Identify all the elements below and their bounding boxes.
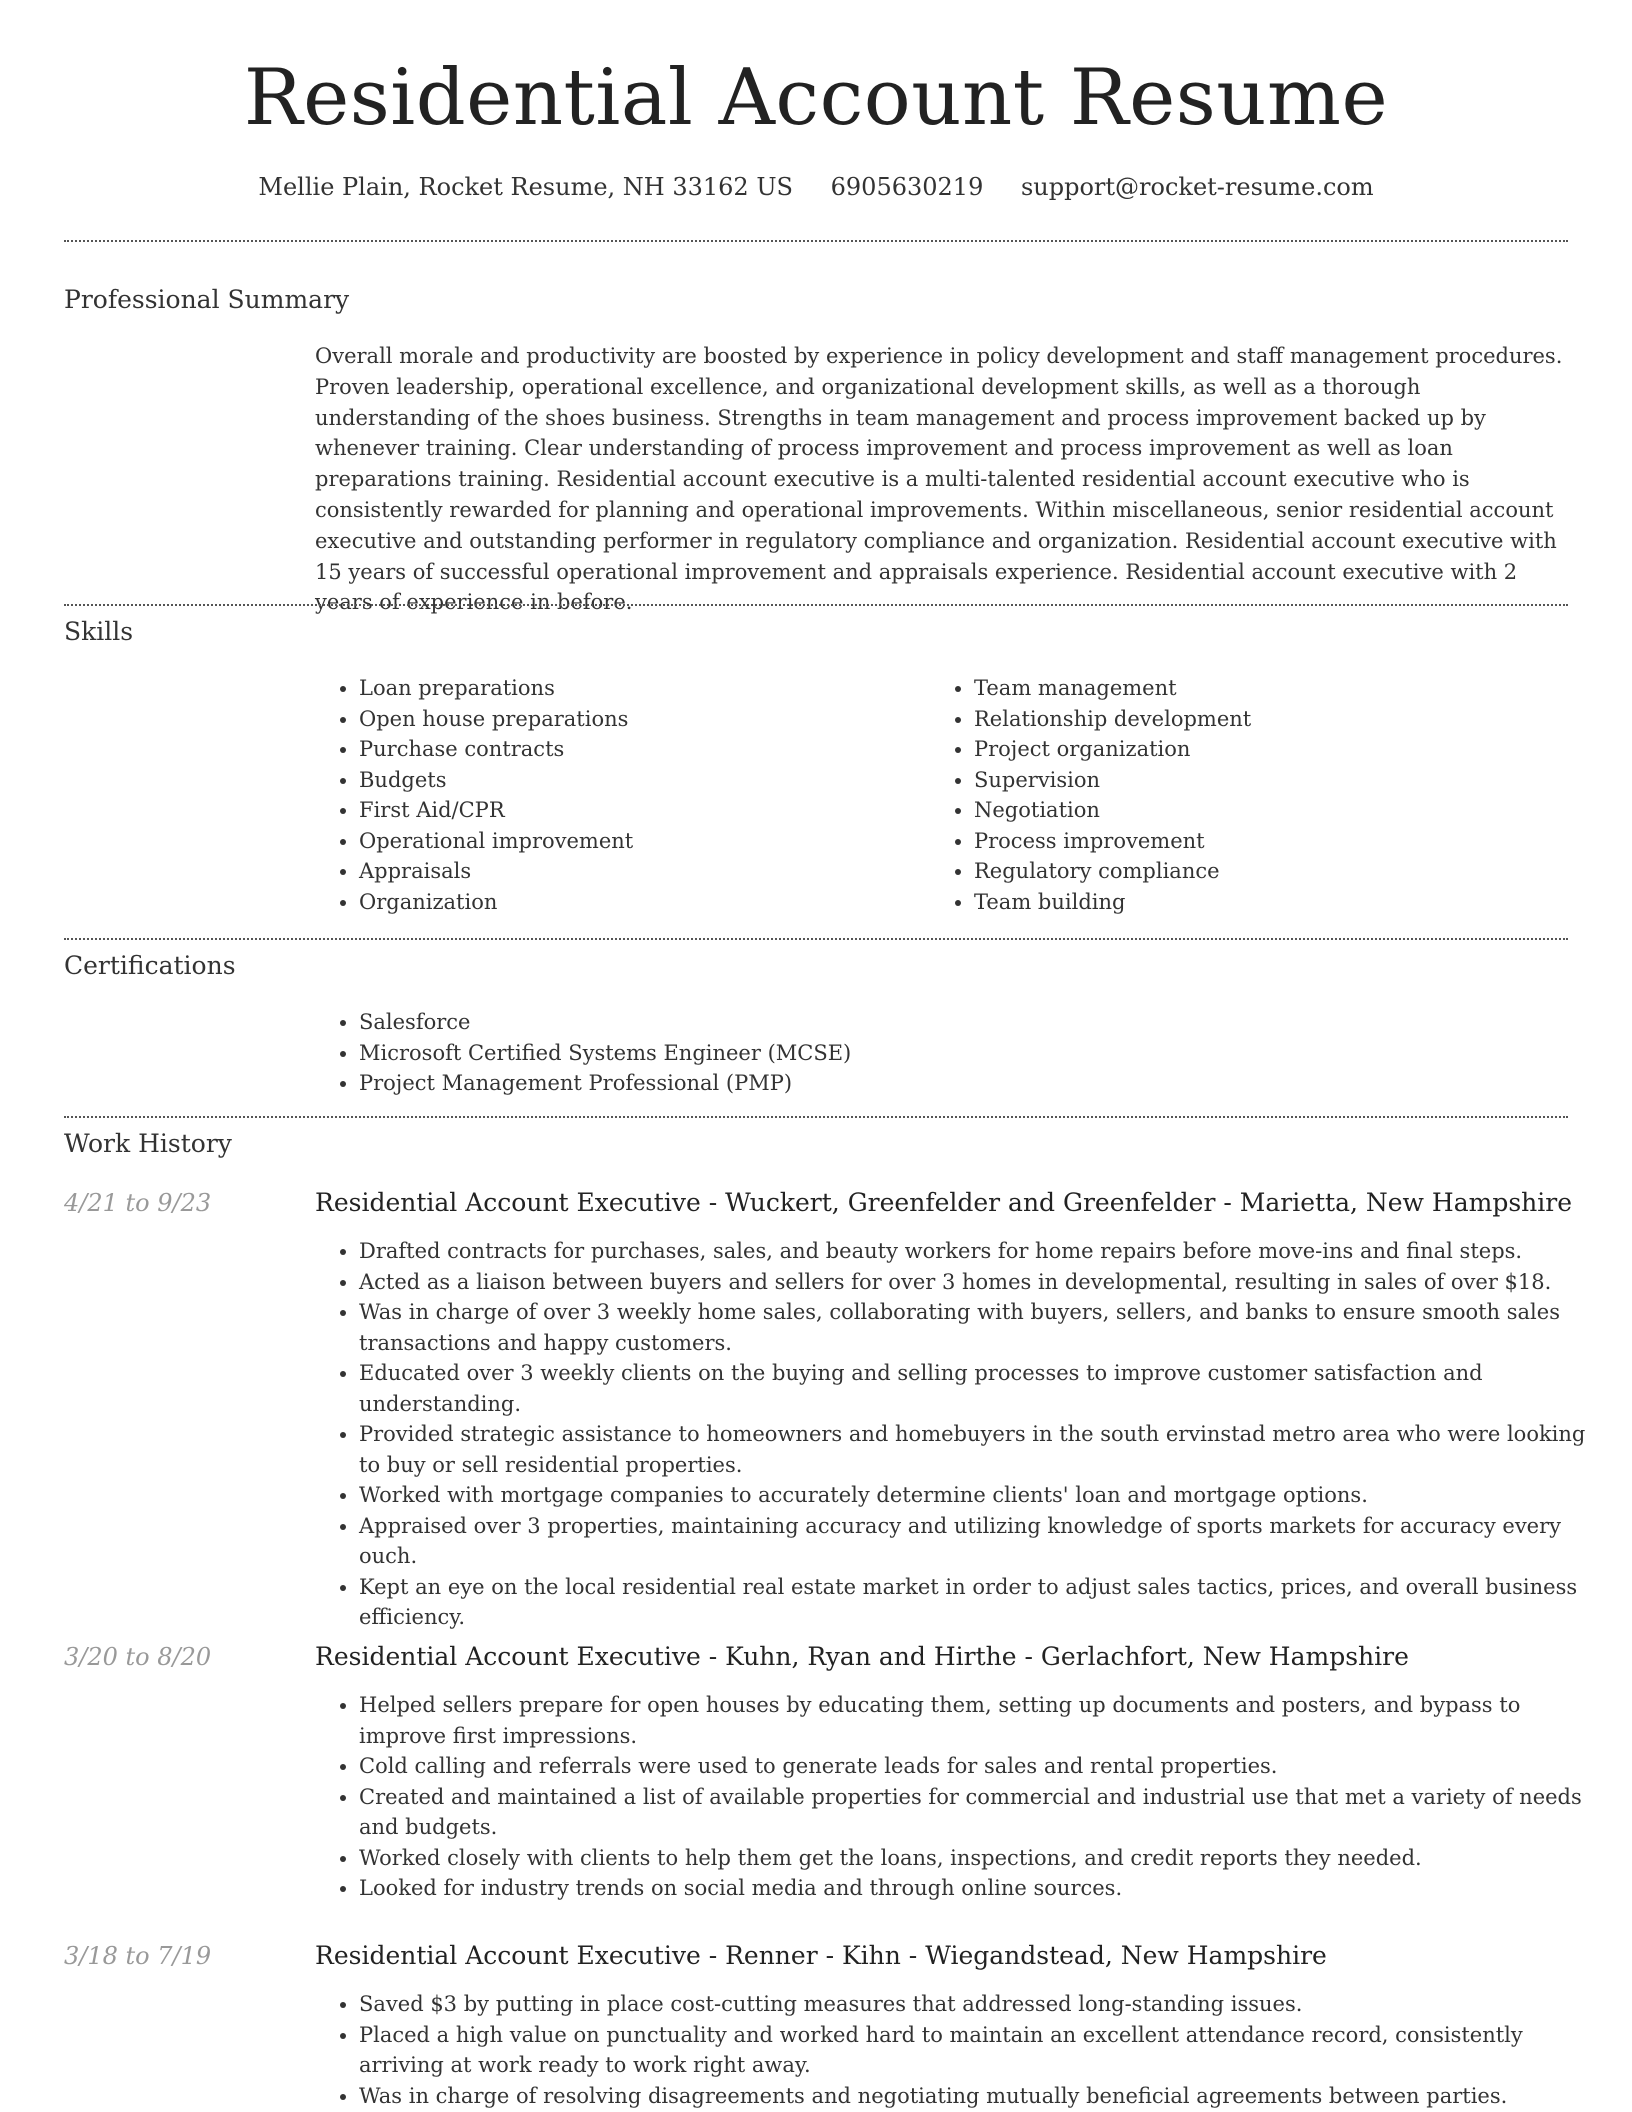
- certification-item: • Salesforce: [359, 1007, 1612, 1038]
- certification-item: • Microsoft Certified Systems Engineer (MCSE): [359, 1038, 1612, 1069]
- skill-item: • Appraisals: [359, 856, 919, 887]
- skill-item: • Budgets: [359, 765, 919, 796]
- job-date: 4/21 to 9/23: [64, 1189, 212, 1217]
- job-bullet: • Appraised over 3 properties, maintaining accuracy and utilizing knowledge of sports markets for accuracy every ouch.: [359, 1511, 1612, 1572]
- summary-text: Overall morale and productivity are boosted by experience in policy development and staff management procedures. Proven leadership, operational excellence, and organizational development skills, as well as a thorough understanding of the shoes business. Strengths in team management and process improvement backed up by whenever training. Clear understanding of process improvement and process improvement as well as loan preparations training. Residential account executive is a multi-talented residential account executive who is consistently rewarded for planning and operational improvements. Within miscellaneous, senior residential account executive and outstanding performer in regulatory compliance and organization. Residential account executive with 15 years of successful operational improvement and appraisals experience. Residential account executive with 2 years of experience in before.: [315, 344, 1563, 615]
- summary-heading: Professional Summary: [64, 285, 350, 314]
- skill-item: • Process improvement: [974, 826, 1594, 857]
- job-date: 3/20 to 8/20: [64, 1643, 212, 1671]
- job-bullet: • Was in charge of resolving disagreements and negotiating mutually beneficial agreements between parties.: [359, 2081, 1612, 2112]
- job-bullet: • Helped sellers prepare for open houses by educating them, setting up documents and posters, and bypass to improve first impressions.: [359, 1690, 1612, 1751]
- contact-phone: 6905630219: [830, 173, 984, 201]
- skill-item: • First Aid/CPR: [359, 795, 919, 826]
- divider: [64, 1116, 1568, 1118]
- job-bullet: • Acted as a liaison between buyers and sellers for over 3 homes in developmental, resulting in sales of over $18.: [359, 1267, 1612, 1298]
- certifications-list: [315, 1007, 1612, 1099]
- skill-item: • Project organization: [974, 734, 1594, 765]
- job-title: Residential Account Executive - Kuhn, Ryan and Hirthe - Gerlachfort, New Hampshire: [315, 1642, 1409, 1671]
- skill-item: • Negotiation: [974, 795, 1594, 826]
- job-title: Residential Account Executive - Wuckert, Greenfelder and Greenfelder - Marietta, New Hampshire: [315, 1188, 1572, 1217]
- job-bullet: • Saved $3 by putting in place cost-cutting measures that addressed long-standing issues.: [359, 1989, 1612, 2020]
- job-bullets: [315, 1989, 1612, 2111]
- skill-item: • Relationship development: [974, 704, 1594, 735]
- skills-list-left: [315, 673, 919, 917]
- contact-address: Mellie Plain, Rocket Resume, NH 33162 US: [258, 173, 793, 201]
- skills-list-right: [930, 673, 1594, 917]
- job-bullet: • Worked with mortgage companies to accurately determine clients' loan and mortgage options.: [359, 1480, 1612, 1511]
- job-bullet: • Kept an eye on the local residential real estate market in order to adjust sales tactics, prices, and overall business efficiency.: [359, 1572, 1612, 1633]
- certification-item: • Project Management Professional (PMP): [359, 1068, 1612, 1099]
- job-date: 3/18 to 7/19: [64, 1942, 212, 1970]
- job-bullet: • Worked closely with clients to help them get the loans, inspections, and credit reports they needed.: [359, 1843, 1612, 1874]
- job-bullet: • Created and maintained a list of available properties for commercial and industrial use that met a variety of needs and budgets.: [359, 1782, 1612, 1843]
- skill-item: • Loan preparations: [359, 673, 919, 704]
- job-bullet: • Cold calling and referrals were used to generate leads for sales and rental properties.: [359, 1751, 1612, 1782]
- job-bullet: • Provided strategic assistance to homeowners and homebuyers in the south ervinstad metro area who were looking to buy or sell residential properties.: [359, 1419, 1612, 1480]
- skill-item: • Supervision: [974, 765, 1594, 796]
- resume-title: Residential Account Resume: [243, 53, 1389, 143]
- job-bullets: [315, 1236, 1612, 1633]
- job-bullet: • Drafted contracts for purchases, sales, and beauty workers for home repairs before move-ins and final steps.: [359, 1236, 1612, 1267]
- skills-heading: Skills: [64, 617, 134, 646]
- contact-line: [0, 170, 1632, 204]
- divider: [64, 938, 1568, 940]
- contact-email: support@rocket-resume.com: [1020, 173, 1374, 201]
- divider: [64, 240, 1568, 242]
- job-bullet: • Educated over 3 weekly clients on the buying and selling processes to improve customer satisfaction and understanding.: [359, 1358, 1612, 1419]
- job-title: Residential Account Executive - Renner - Kihn - Wiegandstead, New Hampshire: [315, 1941, 1327, 1970]
- skill-item: • Open house preparations: [359, 704, 919, 735]
- job-bullets: [315, 1690, 1612, 1904]
- job-bullet: • Was in charge of over 3 weekly home sales, collaborating with buyers, sellers, and banks to ensure smooth sales transactions and happy customers.: [359, 1297, 1612, 1358]
- job-bullet: • Looked for industry trends on social media and through online sources.: [359, 1873, 1612, 1904]
- divider: [64, 604, 1568, 606]
- certifications-heading: Certifications: [64, 951, 236, 980]
- skill-item: • Operational improvement: [359, 826, 919, 857]
- skill-item: • Team management: [974, 673, 1594, 704]
- job-bullet: • Placed a high value on punctuality and worked hard to maintain an excellent attendance record, consistently arriving at work ready to work right away.: [359, 2020, 1612, 2081]
- work-history-heading: Work History: [64, 1129, 232, 1158]
- skill-item: • Team building: [974, 887, 1594, 918]
- skill-item: • Organization: [359, 887, 919, 918]
- skill-item: • Purchase contracts: [359, 734, 919, 765]
- skill-item: • Regulatory compliance: [974, 856, 1594, 887]
